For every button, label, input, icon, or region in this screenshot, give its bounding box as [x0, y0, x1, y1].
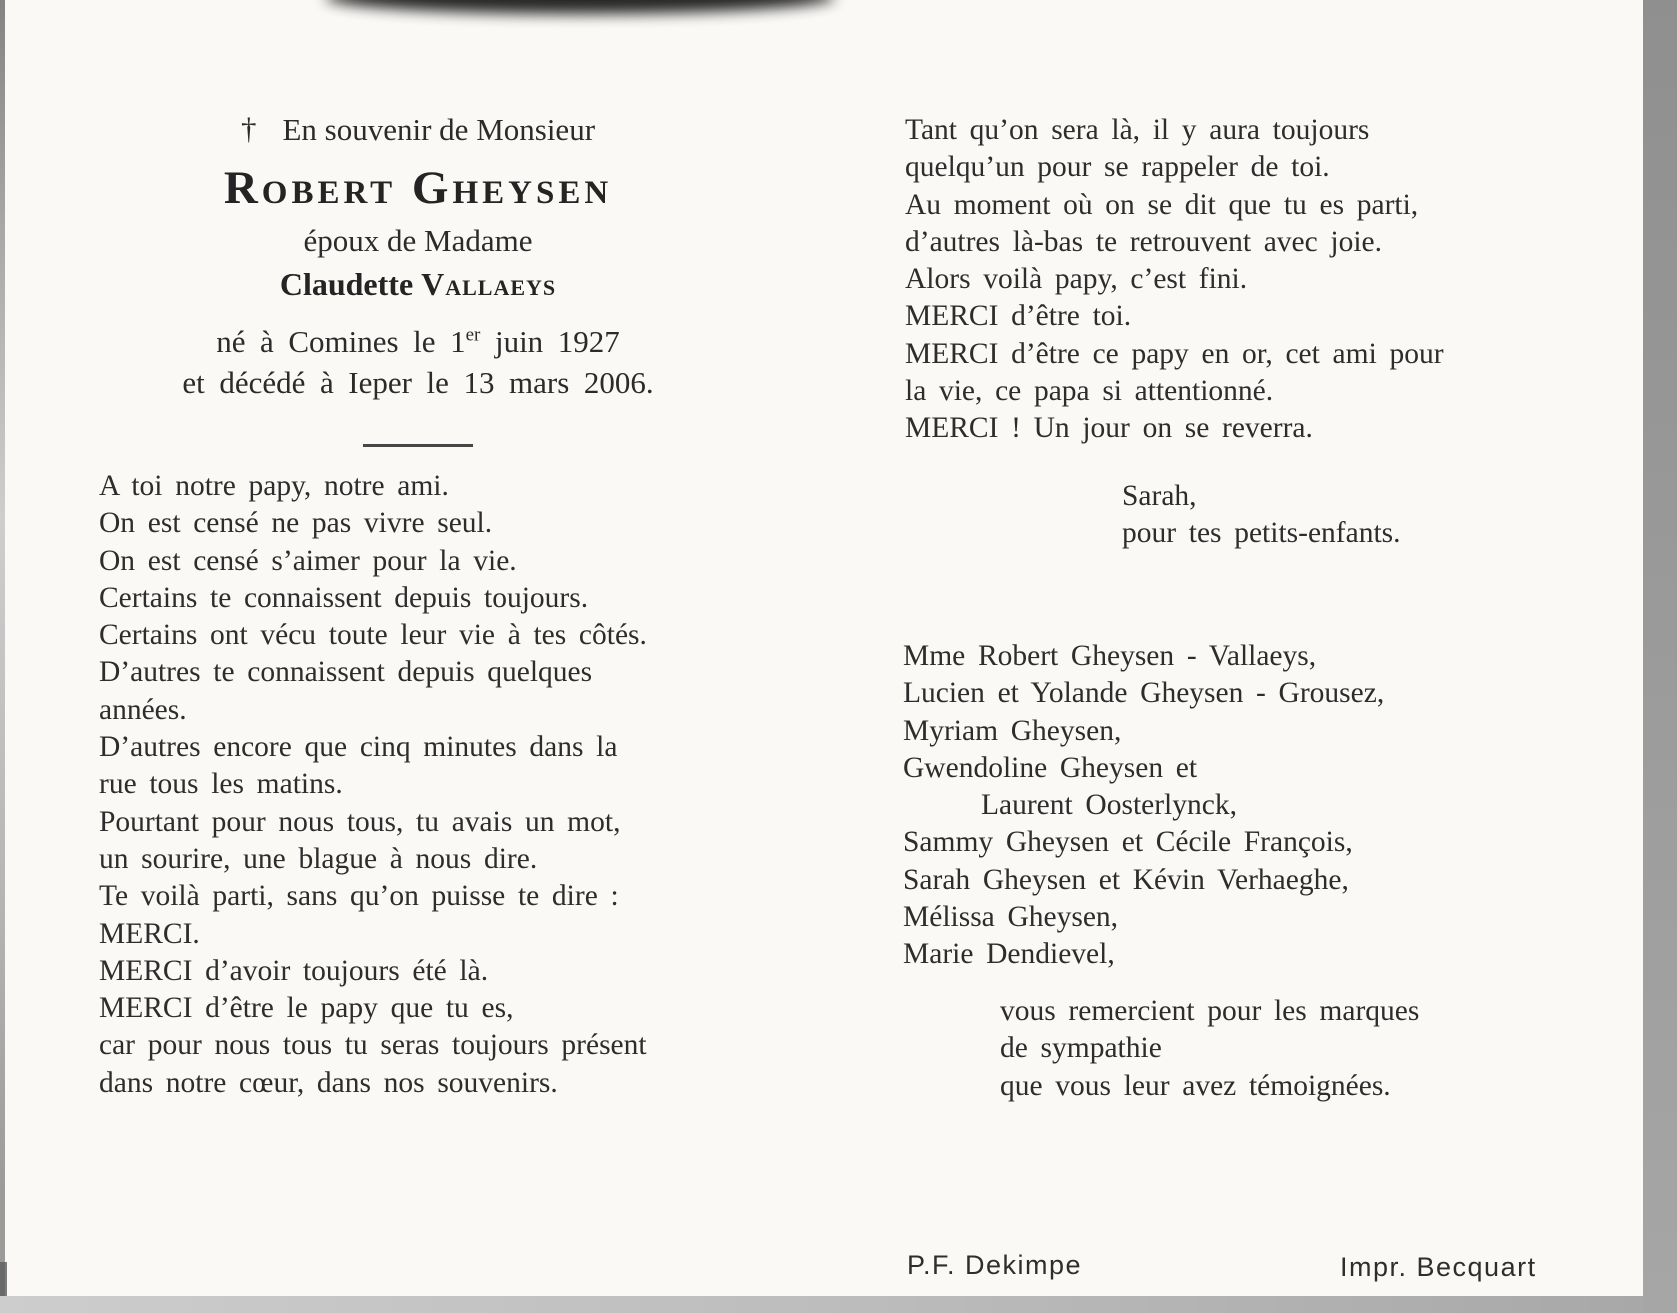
poem-line: MERCI.	[99, 917, 200, 950]
poem-line: On est censé s’aimer pour la vie.	[99, 544, 517, 577]
memorial-poem	[99, 468, 647, 1102]
deceased-name: Robert Gheysen	[223, 162, 613, 214]
funeral-home-credit: P.F. Dekimpe	[907, 1250, 1083, 1280]
signature-line: pour tes petits-enfants.	[1122, 517, 1401, 550]
family-name-line: Sammy Gheysen et Cécile François,	[903, 826, 1353, 859]
thanks-block	[1000, 993, 1419, 1105]
poem-line: car pour nous tous tu seras toujours présent	[99, 1029, 647, 1062]
family-name-line: Sarah Gheysen et Kévin Verhaeghe,	[903, 863, 1349, 896]
scanner-background-right	[1643, 0, 1677, 1313]
signature-line: Sarah,	[1122, 480, 1197, 512]
thanks-line: vous remercient pour les marques	[1000, 995, 1420, 1027]
memorial-intro-line	[88, 110, 748, 150]
poem-line: D’autres te connaissent depuis quelques	[99, 656, 593, 689]
birth-line	[88, 321, 748, 362]
poem-line: On est censé ne pas vivre seul.	[99, 507, 493, 540]
poem-line: Certains te connaissent depuis toujours.	[99, 581, 589, 614]
spouse-last-name: Vallaeys	[421, 266, 557, 302]
poem-line: dans notre cœur, dans nos souvenirs.	[99, 1066, 558, 1099]
printer-credit: Impr. Becquart	[1340, 1252, 1537, 1282]
family-name-line: Myriam Gheysen,	[903, 714, 1122, 747]
family-name-line: Marie Dendievel,	[903, 938, 1115, 971]
birth-line-text: né à Comines le 1	[216, 324, 466, 359]
family-name-line: Laurent Oosterlynck,	[981, 789, 1237, 822]
poem-line: A toi notre papy, notre ami.	[99, 470, 449, 502]
deceased-header	[88, 110, 748, 447]
spouse-intro: époux de Madame	[303, 223, 533, 258]
tribute-line: quelqu’un pour se rappeler de toi.	[905, 151, 1330, 184]
poem-line: Certains ont vécu toute leur vie à tes côtés.	[99, 619, 647, 652]
divider-rule	[363, 444, 473, 447]
cross-icon: †	[240, 111, 257, 146]
tribute-line: Tant qu’on sera là, il y aura toujours	[905, 114, 1370, 146]
tribute-line: Alors voilà papy, c’est fini.	[905, 263, 1248, 296]
signature-block	[1122, 478, 1401, 553]
birth-line-rest: juin 1927	[480, 324, 620, 359]
scanner-background-bottom	[0, 1296, 1643, 1313]
tribute-line: d’autres là-bas te retrouvent avec joie.	[905, 225, 1383, 258]
family-name-line: Gwendoline Gheysen et	[903, 751, 1198, 784]
poem-line: Te voilà parti, sans qu’on puisse te dire :	[99, 880, 619, 913]
poem-line: rue tous les matins.	[99, 768, 343, 801]
spouse-name	[88, 262, 748, 306]
family-name-line: Mélissa Gheysen,	[903, 901, 1119, 934]
tribute-line: MERCI ! Un jour on se reverra.	[905, 412, 1313, 445]
spouse-first-name: Claudette	[279, 266, 422, 302]
birth-line-ordinal: er	[465, 324, 481, 346]
poem-line: années.	[99, 693, 187, 726]
scan-shadow-top	[325, 0, 835, 14]
poem-line: MERCI d’être le papy que tu es,	[99, 992, 514, 1025]
tribute-text	[905, 112, 1444, 448]
scan-mark-bottom-left	[0, 1262, 7, 1296]
family-name-line: Mme Robert Gheysen - Vallaeys,	[903, 640, 1317, 672]
death-line: et décédé à Ieper le 13 mars 2006.	[182, 365, 654, 400]
family-names-list	[903, 638, 1384, 974]
memorial-intro-text: En souvenir de Monsieur	[282, 112, 596, 147]
scan-edge-left	[0, 0, 5, 1296]
tribute-line: MERCI d’être ce papy en or, cet ami pour	[905, 337, 1444, 370]
poem-line: D’autres encore que cinq minutes dans la	[99, 731, 618, 764]
tribute-line: la vie, ce papa si attentionné.	[905, 375, 1274, 408]
thanks-line: de sympathie	[1000, 1032, 1162, 1065]
poem-line: un sourire, une blague à nous dire.	[99, 842, 538, 875]
tribute-line: Au moment où on se dit que tu es parti,	[905, 188, 1419, 221]
tribute-line: MERCI d’être toi.	[905, 300, 1132, 333]
family-name-line: Lucien et Yolande Gheysen - Grousez,	[903, 677, 1385, 710]
poem-line: Pourtant pour nous tous, tu avais un mot,	[99, 805, 621, 838]
thanks-line: que vous leur avez témoignées.	[1000, 1069, 1391, 1102]
poem-line: MERCI d’avoir toujours été là.	[99, 954, 489, 987]
